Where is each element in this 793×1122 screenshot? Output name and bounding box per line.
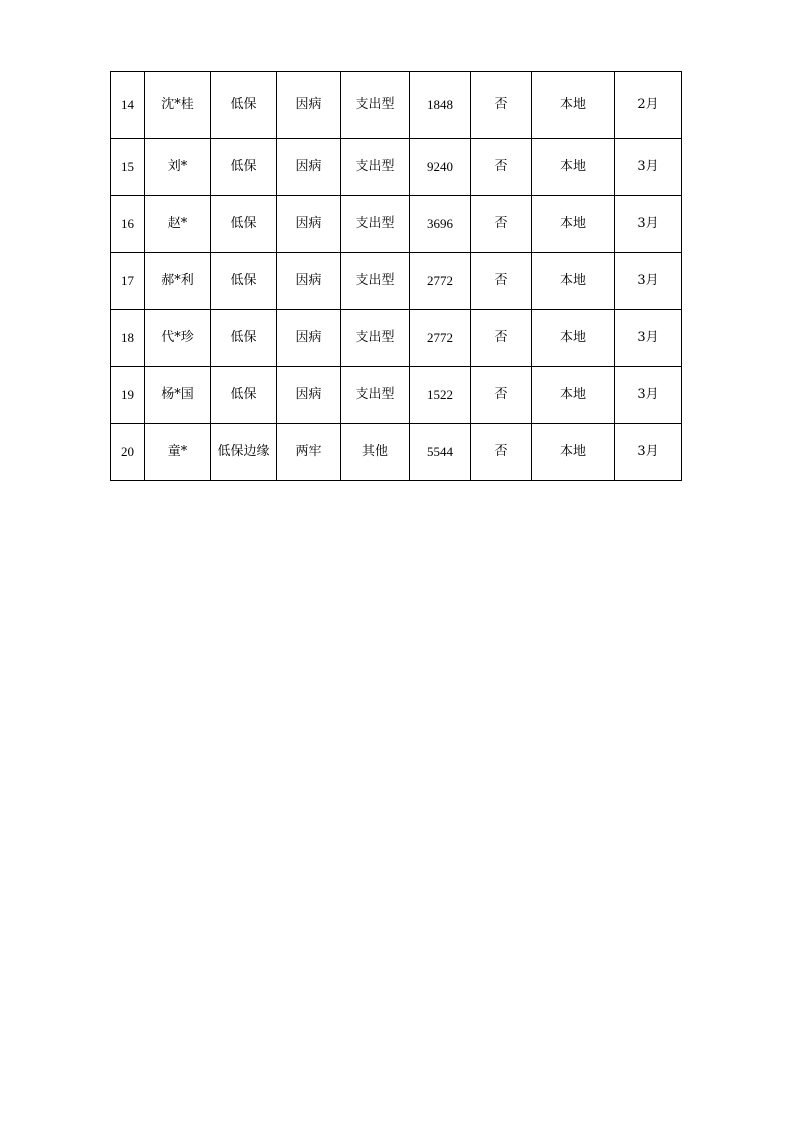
cell-category: 支出型 (341, 196, 410, 253)
table-row (111, 424, 682, 481)
cell-amount: 1848 (410, 72, 471, 139)
cell-month: 3月 (615, 139, 682, 196)
cell-amount: 2772 (410, 253, 471, 310)
cell-no: 19 (111, 367, 145, 424)
cell-amount: 1522 (410, 367, 471, 424)
cell-type: 低保 (211, 72, 277, 139)
cell-type: 低保 (211, 253, 277, 310)
cell-month: 2月 (615, 72, 682, 139)
cell-month: 3月 (615, 310, 682, 367)
cell-type: 低保 (211, 196, 277, 253)
cell-location: 本地 (532, 253, 615, 310)
cell-no: 14 (111, 72, 145, 139)
cell-location: 本地 (532, 139, 615, 196)
cell-no: 18 (111, 310, 145, 367)
cell-type: 低保边缘 (211, 424, 277, 481)
cell-month: 3月 (615, 424, 682, 481)
table-row (111, 139, 682, 196)
cell-name: 赵* (145, 196, 211, 253)
cell-reason: 因病 (277, 253, 341, 310)
records-table (110, 71, 682, 481)
cell-type: 低保 (211, 310, 277, 367)
cell-reason: 两牢 (277, 424, 341, 481)
cell-category: 支出型 (341, 253, 410, 310)
table-row (111, 196, 682, 253)
cell-category: 支出型 (341, 72, 410, 139)
cell-amount: 3696 (410, 196, 471, 253)
cell-name: 刘* (145, 139, 211, 196)
table-row (111, 310, 682, 367)
cell-reason: 因病 (277, 196, 341, 253)
cell-location: 本地 (532, 367, 615, 424)
cell-name: 童* (145, 424, 211, 481)
cell-month: 3月 (615, 196, 682, 253)
cell-flag: 否 (471, 196, 532, 253)
cell-no: 16 (111, 196, 145, 253)
cell-name: 代*珍 (145, 310, 211, 367)
cell-no: 20 (111, 424, 145, 481)
cell-name: 郝*利 (145, 253, 211, 310)
cell-month: 3月 (615, 253, 682, 310)
cell-amount: 5544 (410, 424, 471, 481)
table-row (111, 367, 682, 424)
cell-location: 本地 (532, 424, 615, 481)
cell-location: 本地 (532, 72, 615, 139)
cell-amount: 9240 (410, 139, 471, 196)
cell-category: 其他 (341, 424, 410, 481)
cell-reason: 因病 (277, 72, 341, 139)
cell-name: 沈*桂 (145, 72, 211, 139)
cell-month: 3月 (615, 367, 682, 424)
cell-category: 支出型 (341, 367, 410, 424)
cell-location: 本地 (532, 196, 615, 253)
table-row (111, 72, 682, 139)
cell-location: 本地 (532, 310, 615, 367)
cell-type: 低保 (211, 139, 277, 196)
cell-no: 17 (111, 253, 145, 310)
cell-name: 杨*国 (145, 367, 211, 424)
cell-flag: 否 (471, 139, 532, 196)
cell-flag: 否 (471, 367, 532, 424)
cell-flag: 否 (471, 310, 532, 367)
cell-flag: 否 (471, 424, 532, 481)
cell-reason: 因病 (277, 139, 341, 196)
cell-flag: 否 (471, 72, 532, 139)
cell-amount: 2772 (410, 310, 471, 367)
cell-no: 15 (111, 139, 145, 196)
cell-category: 支出型 (341, 139, 410, 196)
cell-type: 低保 (211, 367, 277, 424)
cell-flag: 否 (471, 253, 532, 310)
cell-category: 支出型 (341, 310, 410, 367)
cell-reason: 因病 (277, 310, 341, 367)
table-row (111, 253, 682, 310)
cell-reason: 因病 (277, 367, 341, 424)
